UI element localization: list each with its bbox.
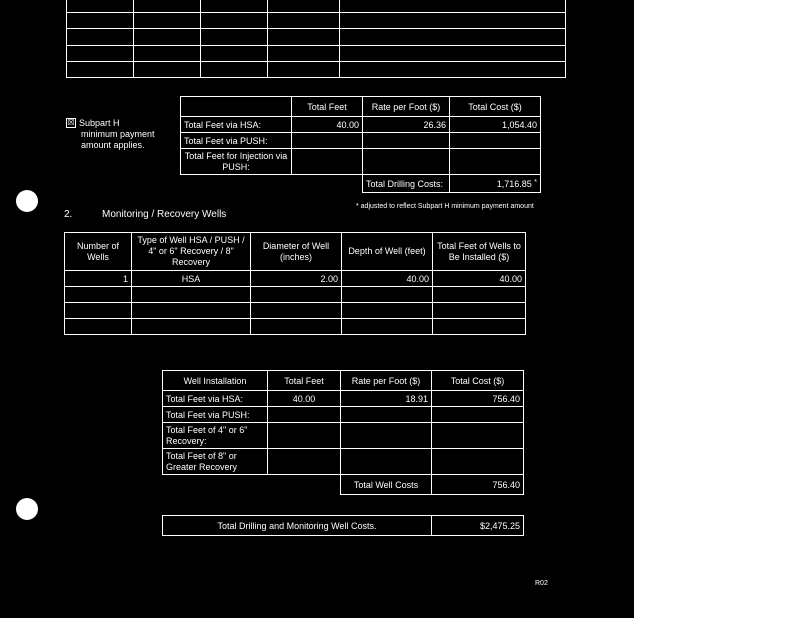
wells-cell: 40.00: [433, 271, 526, 287]
installation-row-label: Total Feet via HSA:: [163, 391, 268, 407]
wells-cell: [251, 303, 342, 319]
installation-header: Total Feet: [268, 371, 341, 391]
installation-row-label: Total Feet of 8" or Greater Recovery: [163, 449, 268, 475]
page-mark: R02: [535, 580, 548, 587]
wells-cell: 1: [65, 271, 132, 287]
drilling-cost-table: [180, 96, 541, 193]
drilling-row-cost: 1,054.40: [450, 117, 541, 133]
drilling-total-label: Total Drilling Costs:: [363, 175, 450, 193]
installation-row-label: Total Feet via PUSH:: [163, 407, 268, 423]
note-line-2: minimum payment: [81, 129, 155, 139]
wells-cell: 40.00: [342, 271, 433, 287]
section-number: 2.: [64, 209, 73, 220]
wells-cell: 2.00: [251, 271, 342, 287]
wells-header: Depth of Well (feet): [342, 233, 433, 271]
drilling-row-cost: [450, 133, 541, 149]
drilling-row-feet: 40.00: [292, 117, 363, 133]
drilling-total-value: [450, 175, 541, 193]
drilling-row-rate: [363, 133, 450, 149]
top-partial-table: [66, 0, 566, 78]
subpart-h-checkbox-icon: ☒: [67, 118, 75, 127]
drilling-header-rate: Rate per Foot ($): [363, 97, 450, 117]
wells-cell: [65, 287, 132, 303]
installation-row-rate: [341, 407, 432, 423]
drilling-row-rate: [363, 149, 450, 175]
installation-total-value: 756.40: [432, 475, 524, 495]
drilling-total-amount: 1,716.85: [496, 178, 532, 189]
wells-table: [64, 232, 526, 335]
grand-total-label: Total Drilling and Monitoring Well Costs.: [163, 516, 432, 536]
binder-hole-top: [16, 190, 38, 212]
grand-total-value: $2,475.25: [432, 516, 524, 536]
installation-row-cost: 756.40: [432, 391, 524, 407]
installation-row-feet: [268, 449, 341, 475]
installation-total-label: Total Well Costs: [341, 475, 432, 495]
wells-cell: [433, 303, 526, 319]
wells-header: Type of Well HSA / PUSH / 4" or 6" Recovery / 8" Recovery: [132, 233, 251, 271]
drilling-footnote: * adjusted to reflect Subpart H minimum payment amount: [356, 203, 534, 210]
installation-row-cost: [432, 449, 524, 475]
wells-cell: [65, 303, 132, 319]
wells-header: Total Feet of Wells to Be Installed ($): [433, 233, 526, 271]
installation-row-label: Total Feet of 4" or 6" Recovery:: [163, 423, 268, 449]
drilling-row-cost: [450, 149, 541, 175]
drilling-row-rate: 26.36: [363, 117, 450, 133]
wells-cell: [251, 319, 342, 335]
installation-header: Total Cost ($): [432, 371, 524, 391]
section-title: Monitoring / Recovery Wells: [102, 209, 227, 220]
wells-cell: [433, 319, 526, 335]
installation-row-rate: 18.91: [341, 391, 432, 407]
drilling-row-label: Total Feet via HSA:: [181, 117, 292, 133]
drilling-row-feet: [292, 149, 363, 175]
installation-row-cost: [432, 423, 524, 449]
grand-total-table: [162, 515, 524, 536]
binder-hole-bottom: [16, 498, 38, 520]
wells-cell: [65, 319, 132, 335]
installation-row-feet: 40.00: [268, 391, 341, 407]
note-line-3: amount applies.: [81, 140, 145, 150]
wells-cell: [132, 287, 251, 303]
wells-cell: [342, 287, 433, 303]
installation-row-rate: [341, 423, 432, 449]
subpart-h-note: [66, 118, 155, 151]
wells-cell: HSA: [132, 271, 251, 287]
drilling-header-feet: Total Feet: [292, 97, 363, 117]
wells-cell: [342, 303, 433, 319]
wells-header: Number of Wells: [65, 233, 132, 271]
installation-header: Well Installation: [163, 371, 268, 391]
wells-cell: [132, 319, 251, 335]
installation-header: Rate per Foot ($): [341, 371, 432, 391]
well-installation-table: [162, 370, 524, 495]
drilling-total-asterisk: *: [534, 178, 537, 186]
drilling-row-feet: [292, 133, 363, 149]
note-line-1: Subpart H: [79, 118, 120, 128]
wells-cell: [433, 287, 526, 303]
drilling-header-blank: [181, 97, 292, 117]
drilling-row-label: Total Feet via PUSH:: [181, 133, 292, 149]
wells-header: Diameter of Well (inches): [251, 233, 342, 271]
wells-cell: [342, 319, 433, 335]
installation-row-feet: [268, 407, 341, 423]
drilling-row-label: Total Feet for Injection via PUSH:: [181, 149, 292, 175]
drilling-header-cost: Total Cost ($): [450, 97, 541, 117]
installation-row-rate: [341, 449, 432, 475]
installation-row-feet: [268, 423, 341, 449]
wells-cell: [251, 287, 342, 303]
installation-row-cost: [432, 407, 524, 423]
wells-cell: [132, 303, 251, 319]
